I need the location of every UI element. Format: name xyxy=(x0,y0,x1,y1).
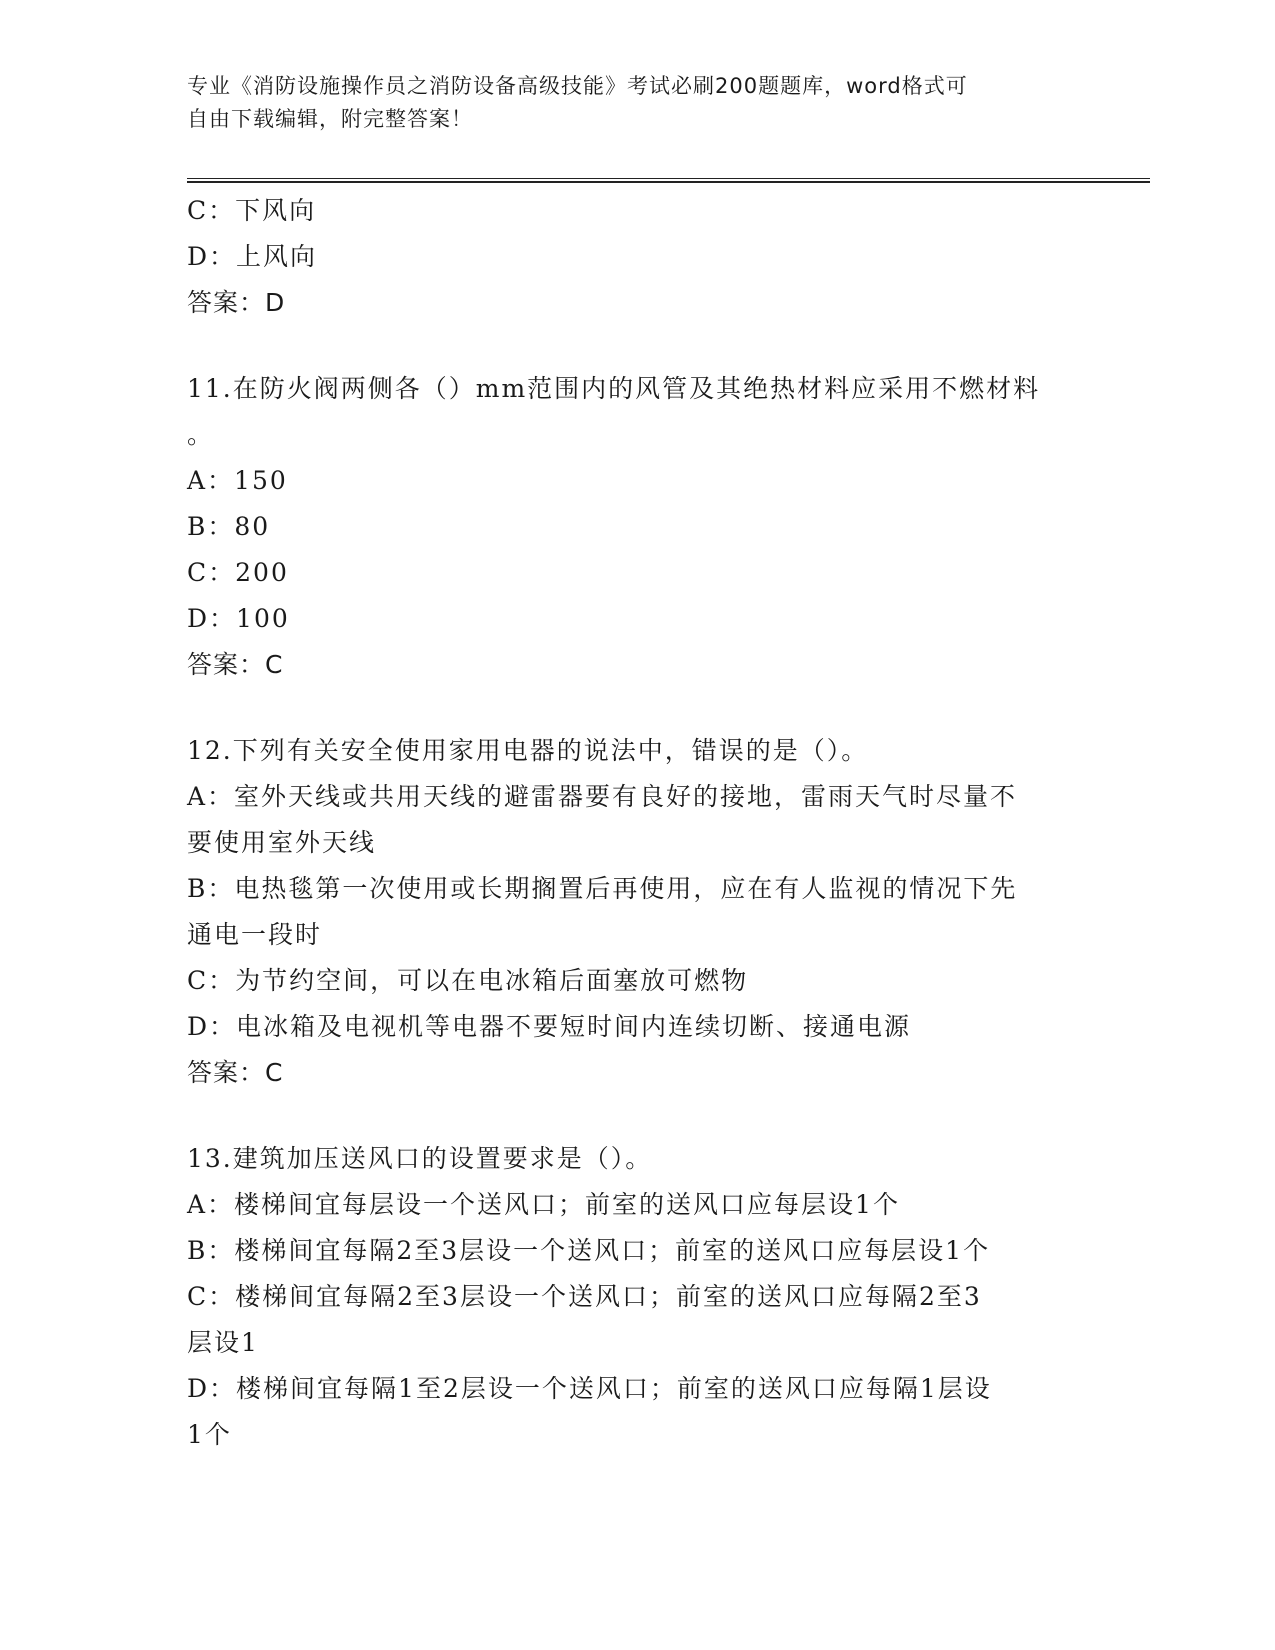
question-list xyxy=(187,188,1087,1458)
question-12 xyxy=(187,728,1087,1096)
header-line-2: 自由下载编辑，附完整答案！ xyxy=(187,107,473,131)
option-d: D：上风向 xyxy=(187,242,318,271)
option-a: A：楼梯间宜每层设一个送风口；前室的送风口应每层设1个 xyxy=(187,1190,900,1219)
answer: 答案：C xyxy=(187,1058,284,1087)
option-c-continued: 层设1 xyxy=(187,1328,259,1357)
answer: 答案：C xyxy=(187,650,284,679)
option-c: C：楼梯间宜每隔2至3层设一个送风口；前室的送风口应每隔2至3 xyxy=(187,1282,982,1311)
header-line-1: 专业《消防设施操作员之消防设备高级技能》考试必刷200题题库，word格式可 xyxy=(187,74,968,98)
header-rule-thin xyxy=(187,178,1150,179)
header-rule-thick xyxy=(187,181,1150,183)
option-b: B：80 xyxy=(187,512,271,541)
option-a-continued: 要使用室外天线 xyxy=(187,828,377,857)
option-b-continued: 通电一段时 xyxy=(187,920,323,949)
question-stem: 11.在防火阀两侧各（）mm范围内的风管及其绝热材料应采用不燃材料 xyxy=(187,374,1041,403)
answer: 答案：D xyxy=(187,288,286,317)
option-b: B：楼梯间宜每隔2至3层设一个送风口；前室的送风口应每层设1个 xyxy=(187,1236,991,1265)
option-b: B：电热毯第一次使用或长期搁置后再使用，应在有人监视的情况下先 xyxy=(187,874,1018,903)
question-13 xyxy=(187,1136,1087,1458)
option-d-continued: 1个 xyxy=(187,1420,232,1449)
question-stem: 12.下列有关安全使用家用电器的说法中，错误的是（）。 xyxy=(187,736,869,765)
page-header xyxy=(187,70,1087,136)
question-10 xyxy=(187,188,1087,326)
option-c: C：为节约空间，可以在电冰箱后面塞放可燃物 xyxy=(187,966,749,995)
option-c: C：200 xyxy=(187,558,289,587)
option-c: C：下风向 xyxy=(187,196,317,225)
option-a: A：室外天线或共用天线的避雷器要有良好的接地，雷雨天气时尽量不 xyxy=(187,782,1018,811)
question-stem-continued: 。 xyxy=(187,420,215,449)
question-11 xyxy=(187,366,1087,688)
option-a: A：150 xyxy=(187,466,288,495)
option-d: D：100 xyxy=(187,604,290,633)
question-stem: 13.建筑加压送风口的设置要求是（）。 xyxy=(187,1144,653,1173)
option-d: D：楼梯间宜每隔1至2层设一个送风口；前室的送风口应每隔1层设 xyxy=(187,1374,992,1403)
option-d: D：电冰箱及电视机等电器不要短时间内连续切断、接通电源 xyxy=(187,1012,912,1041)
